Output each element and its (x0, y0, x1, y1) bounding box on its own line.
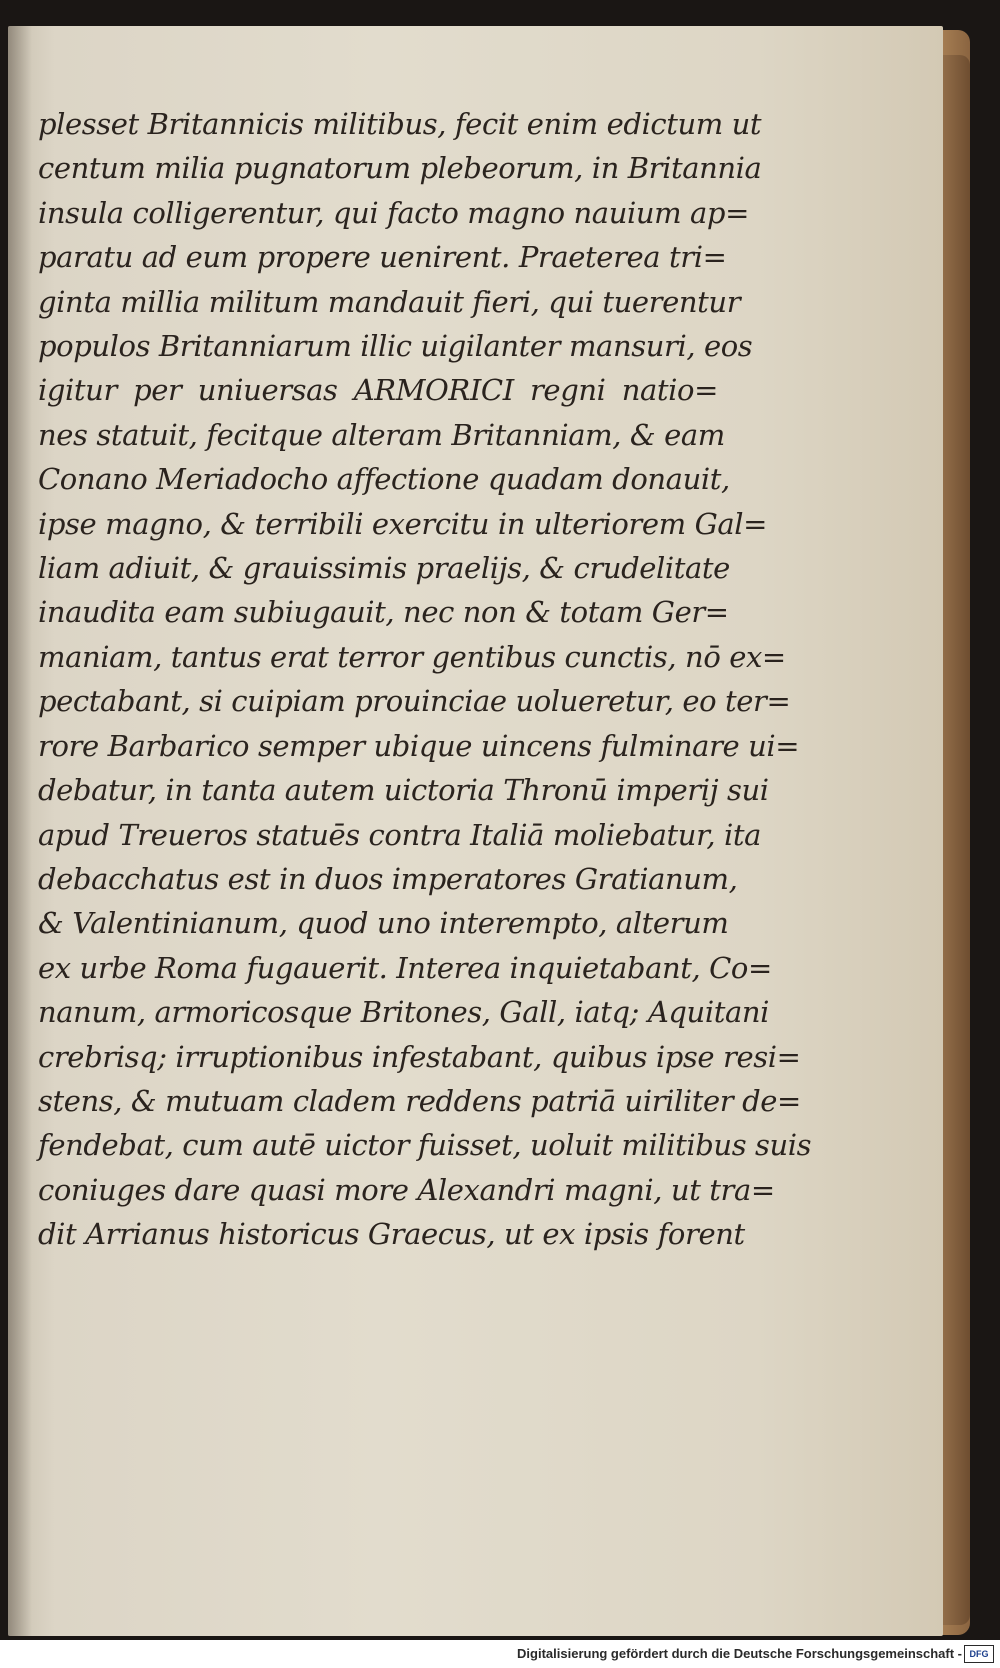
text-line: & Valentinianum, quod uno interempto, alterum (38, 906, 729, 941)
text-line: liam adiuit, & grauissimis praelijs, & crudelitate (38, 551, 730, 586)
text-line: nes statuit, fecitque alteram Britanniam, & eam (38, 417, 725, 452)
text-line: debacchatus est in duos imperatores Gratianum, (38, 861, 738, 896)
text-line: paratu ad eum propere uenirent. Praeterea tri= (38, 240, 727, 275)
text-line: pectabant, si cuipiam prouinciae uolueretur, eo ter= (38, 684, 791, 719)
text-line: crebrisq; irruptionibus infestabant, quibus ipse resi= (38, 1039, 801, 1074)
text-line: ex urbe Roma fugauerit. Interea inquietabant, Co= (38, 950, 772, 985)
text-line: fendebat, cum autē uictor fuisset, uoluit militibus suis (38, 1128, 812, 1163)
text-line: igitur per uniuersas ARMORICI regni natio= (38, 373, 718, 408)
text-line: maniam, tantus erat terror gentibus cunctis, nō ex= (38, 639, 786, 674)
page-text (38, 102, 812, 1257)
text-line: nanum, armoricosque Britones, Gall, iatq; Aquitani (38, 995, 769, 1030)
text-line: Conano Meriadocho affectione quadam donauit, (38, 462, 730, 497)
text-line: dit Arrianus historicus Graecus, ut ex ipsis forent (38, 1217, 745, 1252)
text-line: stens, & mutuam cladem reddens patriā uiriliter de= (38, 1083, 801, 1118)
text-line: centum milia pugnatorum plebeorum, in Britannia (38, 151, 762, 186)
text-line: inaudita eam subiugauit, nec non & totam Ger= (38, 595, 729, 630)
text-line: populos Britanniarum illic uigilanter mansuri, eos (38, 329, 753, 364)
dfg-logo: DFG (964, 1645, 994, 1663)
text-line: insula colligerentur, qui facto magno nauium ap= (38, 195, 749, 230)
text-line: debatur, in tanta autem uictoria Thronū imperij sui (38, 773, 769, 808)
text-line: plesset Britannicis militibus, fecit enim edictum ut (38, 107, 762, 141)
text-line: rore Barbarico semper ubique uincens fulminare ui= (38, 728, 800, 763)
text-line: coniuges dare quasi more Alexandri magni, ut tra= (38, 1172, 775, 1207)
text-line: ginta millia militum mandauit fieri, qui tuerentur (38, 284, 741, 319)
funding-credit: Digitalisierung gefördert durch die Deutsche Forschungsgemeinschaft - (517, 1646, 962, 1661)
footer-bar (0, 1640, 1000, 1668)
text-line: ipse magno, & terribili exercitu in ulteriorem Gal= (38, 506, 767, 541)
text-line: apud Treueros statuēs contra Italiā moliebatur, ita (38, 817, 762, 852)
gutter-shadow (8, 26, 32, 1636)
